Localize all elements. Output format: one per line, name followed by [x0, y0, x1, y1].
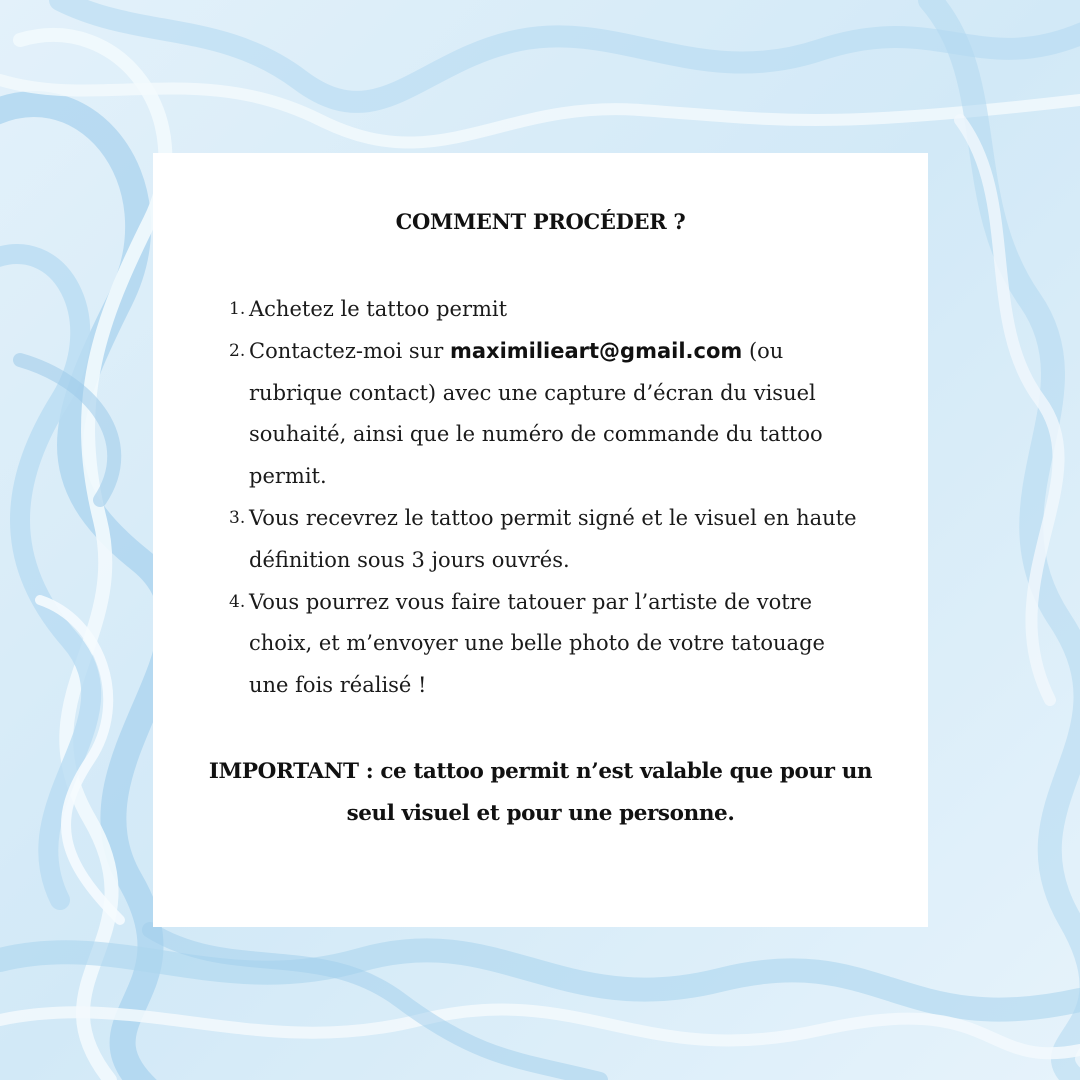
info-card	[153, 153, 928, 927]
email-link[interactable]: maximilieart@gmail.com	[449, 338, 743, 363]
step-number: 3.	[229, 507, 246, 528]
list-item	[225, 331, 865, 498]
list-item	[225, 289, 865, 331]
step-number: 1.	[229, 299, 246, 319]
step-number: 4.	[229, 591, 246, 612]
page-title: COMMENT PROCÉDER ?	[395, 209, 686, 234]
step-text: Achetez le tattoo permit	[249, 297, 508, 321]
step-text-before: Contactez-moi sur	[249, 338, 444, 363]
important-notice: IMPORTANT : ce tattoo permit n’est valable que pour un seul visuel et pour une personne.	[208, 759, 873, 826]
step-text-after: (ou rubrique contact) avec une capture d’écran du visuel souhaité, ainsi que le numéro de commande du tattoo permit.	[249, 338, 823, 489]
step-text: Vous pourrez vous faire tatouer par l’artiste de votre choix, et m’envoyer une belle photo de votre tatouage une fois réalisé !	[249, 589, 825, 698]
step-number: 2.	[229, 340, 246, 361]
list-item	[225, 498, 865, 582]
steps-list	[225, 289, 865, 707]
list-item	[225, 582, 865, 707]
step-text: Vous recevrez le tattoo permit signé et le visuel en haute définition sous 3 jours ouvrés.	[249, 505, 857, 572]
